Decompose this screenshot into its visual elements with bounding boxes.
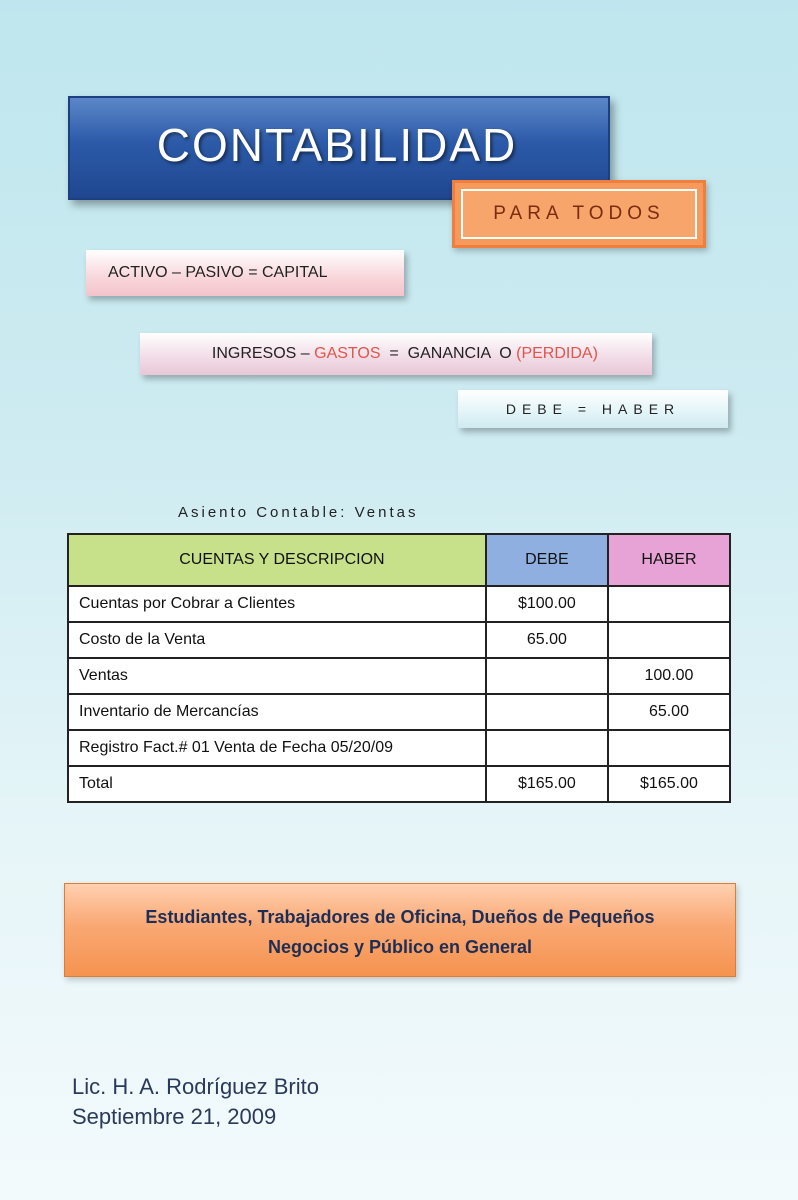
table-row	[68, 658, 730, 694]
table-header-row	[68, 534, 730, 586]
row-account: Cuentas por Cobrar a Clientes	[68, 586, 486, 622]
header-haber: HABER	[608, 534, 730, 586]
author-block	[72, 1072, 319, 1132]
table-caption: Asiento Contable: Ventas	[178, 504, 419, 521]
author-name: Lic. H. A. Rodríguez Brito	[72, 1074, 319, 1099]
row-debe	[486, 730, 608, 766]
header-cuentas: CUENTAS Y DESCRIPCION	[68, 534, 486, 586]
row-debe: 65.00	[486, 622, 608, 658]
formula-ingresos: INGRESOS –	[211, 345, 315, 362]
table-row	[68, 694, 730, 730]
formula-capital-text: ACTIVO – PASIVO = CAPITAL	[108, 264, 328, 281]
table-total-row	[68, 766, 730, 802]
row-haber	[608, 586, 730, 622]
audience-line-2: Negocios y Público en General	[267, 937, 533, 957]
table-row	[68, 730, 730, 766]
audience-banner	[64, 883, 736, 977]
row-haber: 65.00	[608, 694, 730, 730]
book-title: CONTABILIDAD	[156, 119, 518, 171]
row-account: Inventario de Mercancías	[68, 694, 486, 730]
formula-ganancia	[140, 333, 652, 375]
subtitle-box	[452, 180, 706, 248]
formula-ganancia-text: = GANANCIA O	[380, 345, 517, 362]
book-subtitle: PARA TODOS	[493, 203, 665, 224]
subtitle-inner	[461, 189, 697, 239]
journal-entry-table	[67, 533, 731, 803]
formula-debe-haber-text: DEBE = HABER	[505, 401, 681, 417]
formula-capital	[86, 250, 404, 296]
total-debe: $165.00	[486, 766, 608, 802]
formula-gastos: GASTOS	[314, 345, 381, 362]
table-row	[68, 586, 730, 622]
row-debe	[486, 658, 608, 694]
header-debe: DEBE	[486, 534, 608, 586]
row-debe	[486, 694, 608, 730]
formula-debe-haber	[458, 390, 728, 428]
publication-date: Septiembre 21, 2009	[72, 1104, 277, 1129]
row-debe: $100.00	[486, 586, 608, 622]
row-account: Ventas	[68, 658, 486, 694]
row-account: Registro Fact.# 01 Venta de Fecha 05/20/09	[68, 730, 486, 766]
audience-text	[65, 902, 735, 962]
audience-line-1: Estudiantes, Trabajadores de Oficina, Dueños de Pequeños	[145, 907, 655, 927]
total-haber: $165.00	[608, 766, 730, 802]
table-row	[68, 622, 730, 658]
row-account: Costo de la Venta	[68, 622, 486, 658]
total-label: Total	[68, 766, 486, 802]
formula-perdida: (PERDIDA)	[516, 345, 598, 362]
row-haber	[608, 622, 730, 658]
row-haber: 100.00	[608, 658, 730, 694]
row-haber	[608, 730, 730, 766]
